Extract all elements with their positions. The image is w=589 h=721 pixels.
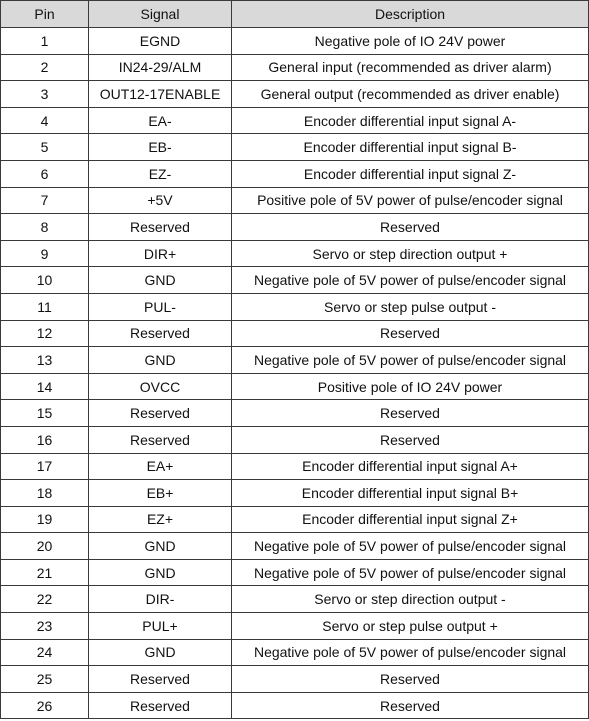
pin-cell: 21 [1,559,89,586]
pin-cell: 3 [1,81,89,108]
signal-cell: EA+ [89,453,232,480]
signal-cell: Reserved [89,692,232,719]
signal-cell: PUL+ [89,613,232,640]
description-cell: Servo or step direction output - [232,586,589,613]
table-row [1,54,589,81]
table-row [1,400,589,427]
table-row [1,107,589,134]
table-row [1,506,589,533]
pin-cell: 12 [1,320,89,347]
signal-cell: GND [89,267,232,294]
description-cell: Positive pole of 5V power of pulse/encoder signal [232,187,589,214]
description-cell: Negative pole of 5V power of pulse/encoder signal [232,347,589,374]
table-row [1,28,589,55]
signal-cell: GND [89,559,232,586]
header-row [1,1,589,28]
pin-cell: 8 [1,214,89,241]
description-cell: Negative pole of 5V power of pulse/encoder signal [232,559,589,586]
signal-cell: EA- [89,107,232,134]
pin-cell: 24 [1,639,89,666]
signal-cell: Reserved [89,214,232,241]
table-row [1,453,589,480]
pin-cell: 15 [1,400,89,427]
pin-cell: 4 [1,107,89,134]
description-cell: Negative pole of 5V power of pulse/encoder signal [232,267,589,294]
pin-cell: 26 [1,692,89,719]
pin-cell: 18 [1,480,89,507]
header-signal: Signal [89,1,232,28]
table-row [1,214,589,241]
signal-cell: EZ+ [89,506,232,533]
table-row [1,533,589,560]
signal-cell: Reserved [89,666,232,693]
pin-cell: 9 [1,240,89,267]
pin-cell: 19 [1,506,89,533]
description-cell: Encoder differential input signal A+ [232,453,589,480]
pin-cell: 16 [1,426,89,453]
signal-cell: +5V [89,187,232,214]
signal-cell: EZ- [89,160,232,187]
table-row [1,692,589,719]
signal-cell: OVCC [89,373,232,400]
description-cell: Servo or step pulse output + [232,613,589,640]
header-pin: Pin [1,1,89,28]
description-cell: Negative pole of 5V power of pulse/encoder signal [232,533,589,560]
table-row [1,267,589,294]
table-body [1,28,589,719]
description-cell: Encoder differential input signal Z- [232,160,589,187]
pin-cell: 11 [1,293,89,320]
description-cell: Negative pole of IO 24V power [232,28,589,55]
description-cell: Positive pole of IO 24V power [232,373,589,400]
table-row [1,613,589,640]
pin-cell: 13 [1,347,89,374]
pin-cell: 2 [1,54,89,81]
signal-cell: Reserved [89,426,232,453]
table-row [1,559,589,586]
table-header [1,1,589,28]
description-cell: Encoder differential input signal Z+ [232,506,589,533]
description-cell: Reserved [232,426,589,453]
table-row [1,240,589,267]
header-description: Description [232,1,589,28]
signal-cell: DIR+ [89,240,232,267]
table-row [1,347,589,374]
description-cell: Encoder differential input signal A- [232,107,589,134]
table-row [1,160,589,187]
signal-cell: EB+ [89,480,232,507]
pin-cell: 17 [1,453,89,480]
signal-cell: GND [89,639,232,666]
signal-cell: GND [89,347,232,374]
description-cell: Reserved [232,214,589,241]
pin-cell: 20 [1,533,89,560]
pin-cell: 7 [1,187,89,214]
table-row [1,639,589,666]
signal-cell: GND [89,533,232,560]
pin-cell: 14 [1,373,89,400]
description-cell: Reserved [232,320,589,347]
signal-cell: PUL- [89,293,232,320]
table-row [1,320,589,347]
signal-cell: DIR- [89,586,232,613]
signal-cell: EB- [89,134,232,161]
table-row [1,480,589,507]
description-cell: Reserved [232,666,589,693]
signal-cell: Reserved [89,320,232,347]
pin-cell: 5 [1,134,89,161]
signal-cell: IN24-29/ALM [89,54,232,81]
pin-cell: 6 [1,160,89,187]
table-row [1,666,589,693]
signal-cell: OUT12-17ENABLE [89,81,232,108]
pin-cell: 10 [1,267,89,294]
pin-cell: 22 [1,586,89,613]
table-row [1,187,589,214]
table-row [1,293,589,320]
description-cell: Encoder differential input signal B- [232,134,589,161]
table-row [1,586,589,613]
signal-cell: EGND [89,28,232,55]
pin-cell: 23 [1,613,89,640]
table-row [1,134,589,161]
table-row [1,373,589,400]
table-row [1,426,589,453]
description-cell: Negative pole of 5V power of pulse/encoder signal [232,639,589,666]
description-cell: General input (recommended as driver alarm) [232,54,589,81]
description-cell: Servo or step direction output + [232,240,589,267]
pin-cell: 1 [1,28,89,55]
table-row [1,81,589,108]
signal-cell: Reserved [89,400,232,427]
pin-cell: 25 [1,666,89,693]
description-cell: Reserved [232,400,589,427]
description-cell: Reserved [232,692,589,719]
description-cell: General output (recommended as driver enable) [232,81,589,108]
description-cell: Encoder differential input signal B+ [232,480,589,507]
description-cell: Servo or step pulse output - [232,293,589,320]
